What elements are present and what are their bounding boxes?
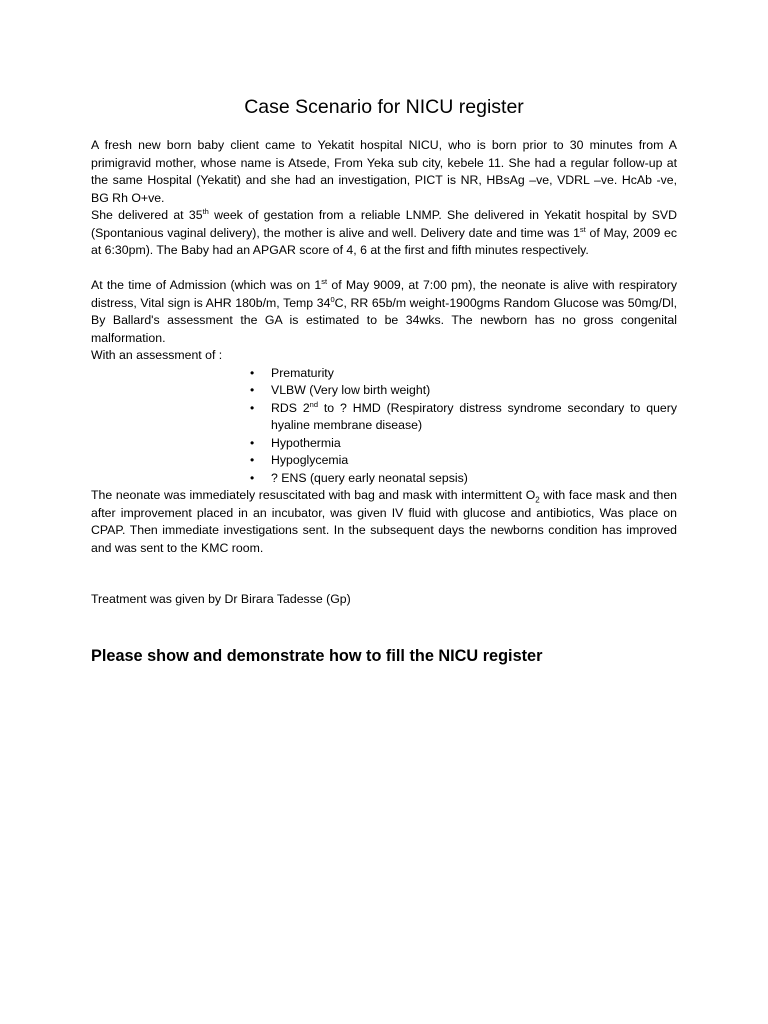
delivery-sup-st: st bbox=[579, 224, 586, 234]
admission-text-b: of May 9009, at 7:00 pm), the neonate is alive with respiratory distress, Vital sign is AHR 180b/m, Temp 34 bbox=[91, 278, 677, 310]
delivery-text-c: of May, 2009 ec at 6:30pm). The Baby had an APGAR score of 4, 6 at the first and fifth minutes respectively. bbox=[91, 225, 677, 257]
bullet-icon: • bbox=[250, 400, 255, 415]
list-item-text-b: to ? HMD (Respiratory distress syndrome secondary to query hyaline membrane disease) bbox=[271, 400, 678, 432]
list-item-text: Hypoglycemia bbox=[271, 453, 349, 467]
admission-sup-st: st bbox=[321, 276, 328, 286]
bullet-icon: • bbox=[250, 470, 255, 485]
bullet-icon: • bbox=[250, 435, 255, 450]
degree-sup: 0 bbox=[330, 294, 335, 304]
paragraph-gap bbox=[91, 260, 677, 278]
resuscitation-paragraph bbox=[91, 487, 677, 557]
list-item bbox=[250, 399, 678, 435]
page-title: Case Scenario for NICU register bbox=[244, 96, 524, 118]
demonstrate-heading: Please show and demonstrate how to fill the NICU register bbox=[91, 647, 543, 665]
list-item bbox=[250, 382, 677, 400]
resuscitation-text-a: The neonate was immediately resuscitated with bag and mask with intermittent O bbox=[91, 488, 536, 502]
oxygen-sub: 2 bbox=[535, 495, 540, 505]
case-body bbox=[91, 137, 677, 557]
bullet-icon: • bbox=[250, 453, 255, 467]
list-item bbox=[250, 365, 677, 383]
bullet-icon: • bbox=[250, 383, 255, 397]
list-item bbox=[250, 435, 677, 453]
list-item bbox=[250, 470, 677, 488]
nd-sup: nd bbox=[309, 399, 319, 409]
list-item-text: ? ENS (query early neonatal sepsis) bbox=[271, 470, 468, 485]
resuscitation-text-b: with face mask and then after improvement placed in an incubator, was given IV fluid with glucose and antibiotics, Was place on CPAP. Then immediate investigations sent. In the subsequent days the newborns condition has improved and was sent to the KMC room. bbox=[91, 488, 678, 555]
delivery-text-a: She delivered at 35 bbox=[91, 208, 203, 222]
treatment-line: Treatment was given by Dr Birara Tadesse (Gp) bbox=[91, 592, 351, 606]
admission-text-c: C, RR 65b/m weight-1900gms Random Glucose was 50mg/Dl, By Ballard's assessment the GA is estimated to be 34wks. The newborn has no gross congenital malformation. bbox=[91, 295, 678, 345]
delivery-paragraph bbox=[91, 207, 677, 260]
list-item-text: Prematurity bbox=[271, 365, 334, 380]
bullet-icon: • bbox=[250, 365, 255, 380]
list-item bbox=[250, 452, 677, 470]
delivery-text-b: week of gestation from a reliable LNMP. She delivered in Yekatit hospital by SVD (Spontanious vaginal delivery), the mother is alive and well. Delivery date and time was 1 bbox=[91, 208, 678, 240]
admission-text-a: At the time of Admission (which was on 1 bbox=[91, 278, 322, 292]
assessment-list bbox=[91, 365, 677, 488]
list-item-text: VLBW (Very low birth weight) bbox=[271, 383, 431, 397]
list-item-text-a: RDS 2 bbox=[271, 400, 310, 415]
case-intro-paragraph: A fresh new born baby client came to Yekatit hospital NICU, who is born prior to 30 minutes from A primigravid mother, whose name is Atsede, From Yeka sub city, kebele 11. She had a regular follow-up at the same Hospital (Yekatit) and she had an investigation, PICT is NR, HBsAg –ve, VDRL –ve. HcAb -ve, BG Rh O+ve. bbox=[91, 138, 677, 205]
delivery-sup-th: th bbox=[202, 206, 209, 216]
assessment-intro: With an assessment of : bbox=[91, 348, 223, 362]
admission-paragraph bbox=[91, 277, 677, 347]
list-item-text: Hypothermia bbox=[271, 435, 341, 450]
